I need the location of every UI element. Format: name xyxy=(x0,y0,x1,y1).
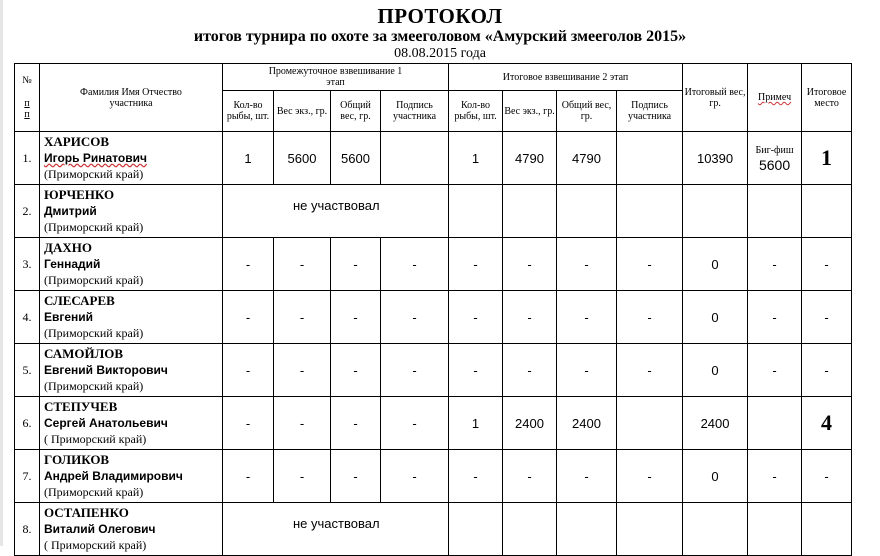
s2-weight-each: - xyxy=(503,344,557,397)
header-number-label: № xyxy=(22,75,32,86)
did-not-participate xyxy=(223,185,449,238)
participant-region: ( Приморский край) xyxy=(44,432,147,446)
s2-total-weight: - xyxy=(557,344,617,397)
participant-region: (Приморский край) xyxy=(44,379,144,393)
s2-total-weight: 4790 xyxy=(557,132,617,185)
did-not-participate-label: не участвовал xyxy=(293,516,380,531)
note-label: Биг-фиш xyxy=(755,145,794,156)
final-weight: 10390 xyxy=(683,132,748,185)
note-value: 5600 xyxy=(758,157,791,173)
s1-total-weight: - xyxy=(331,397,381,450)
s2-count: - xyxy=(449,450,503,503)
table-row xyxy=(15,344,852,397)
participant-first-patronymic: Сергей Анатольевич xyxy=(44,416,168,430)
header-s2-signature: Подпись участника xyxy=(617,91,683,132)
s2-weight-each: - xyxy=(503,291,557,344)
row-number: 4. xyxy=(15,291,40,344)
s1-total-weight: - xyxy=(331,238,381,291)
participant-surname: ХАРИСОВ xyxy=(44,134,109,149)
did-not-participate-label: не участвовал xyxy=(293,198,380,213)
s1-signature: - xyxy=(381,291,449,344)
s2-total-weight: - xyxy=(557,291,617,344)
empty-cell xyxy=(503,503,557,556)
participant-region: (Приморский край) xyxy=(44,273,144,287)
note-cell: - xyxy=(748,344,802,397)
table-row xyxy=(15,291,852,344)
empty-cell xyxy=(802,185,852,238)
empty-cell xyxy=(449,503,503,556)
s2-signature: - xyxy=(617,238,683,291)
participant-surname: СЛЕСАРЕВ xyxy=(44,293,115,308)
header-row-top xyxy=(15,64,852,91)
header-s1-signature: Подпись участника xyxy=(381,91,449,132)
s2-signature: - xyxy=(617,344,683,397)
protocol-table-body xyxy=(15,64,852,556)
s2-count: 1 xyxy=(449,397,503,450)
row-number: 1. xyxy=(15,132,40,185)
header-s2-weight-each: Вес экз., гр. xyxy=(503,91,557,132)
final-place: - xyxy=(802,238,852,291)
final-weight: 0 xyxy=(683,450,748,503)
empty-cell xyxy=(802,503,852,556)
s2-signature xyxy=(617,397,683,450)
participant-first-patronymic: Евгений xyxy=(44,310,94,324)
final-place: 4 xyxy=(802,397,852,450)
participant-name xyxy=(40,132,223,185)
empty-cell xyxy=(748,503,802,556)
participant-surname: ГОЛИКОВ xyxy=(44,452,110,467)
table-row xyxy=(15,238,852,291)
header-note-label: Примеч xyxy=(757,92,792,103)
empty-cell xyxy=(617,503,683,556)
s2-total-weight: - xyxy=(557,238,617,291)
empty-cell xyxy=(557,185,617,238)
participant-first-patronymic: Андрей Владимирович xyxy=(44,469,183,483)
s1-signature: - xyxy=(381,397,449,450)
header-number-sub: п п xyxy=(24,98,30,120)
empty-cell xyxy=(557,503,617,556)
final-place: - xyxy=(802,291,852,344)
table-row xyxy=(15,397,852,450)
participant-name xyxy=(40,503,223,556)
header-s2-total-weight: Общий вес, гр. xyxy=(557,91,617,132)
header-s1-total-weight: Общий вес, гр. xyxy=(331,91,381,132)
document-subtitle: итогов турнира по охоте за змееголовом «Амурский змееголов 2015» xyxy=(193,28,687,45)
participant-region: ( Приморский край) xyxy=(44,538,147,552)
header-s1-weight-each: Вес экз., гр. xyxy=(274,91,331,132)
participant-region: (Приморский край) xyxy=(44,485,144,499)
s1-total-weight: - xyxy=(331,344,381,397)
participant-name xyxy=(40,238,223,291)
participant-name xyxy=(40,185,223,238)
s2-total-weight: 2400 xyxy=(557,397,617,450)
s1-signature: - xyxy=(381,450,449,503)
header-stage2: Итоговое взвешивание 2 этап xyxy=(449,64,683,91)
s1-count: - xyxy=(223,450,274,503)
s1-total-weight: - xyxy=(331,291,381,344)
header-note xyxy=(748,64,802,132)
row-number: 3. xyxy=(15,238,40,291)
empty-cell xyxy=(683,185,748,238)
note-cell: - xyxy=(748,450,802,503)
final-place: - xyxy=(802,344,852,397)
final-weight: 0 xyxy=(683,291,748,344)
s2-weight-each: 2400 xyxy=(503,397,557,450)
table-row xyxy=(15,450,852,503)
header-place: Итоговое место xyxy=(802,64,852,132)
participant-name xyxy=(40,397,223,450)
s1-weight-each: - xyxy=(274,344,331,397)
header-number xyxy=(15,64,40,132)
s2-weight-each: - xyxy=(503,450,557,503)
document-title: ПРОТОКОЛ xyxy=(377,4,503,28)
row-number: 2. xyxy=(15,185,40,238)
participant-surname: САМОЙЛОВ xyxy=(44,346,124,361)
s2-count: - xyxy=(449,238,503,291)
participant-region: (Приморский край) xyxy=(44,167,144,181)
final-weight: 0 xyxy=(683,238,748,291)
note-cell: - xyxy=(748,238,802,291)
note-cell: - xyxy=(748,291,802,344)
s1-signature: - xyxy=(381,238,449,291)
participant-surname: ЮРЧЕНКО xyxy=(44,187,115,202)
participant-first-patronymic: Виталий Олегович xyxy=(44,522,156,536)
s2-weight-each: 4790 xyxy=(503,132,557,185)
s1-weight-each: - xyxy=(274,291,331,344)
note-cell xyxy=(748,397,802,450)
s1-count: 1 xyxy=(223,132,274,185)
s1-signature xyxy=(381,132,449,185)
s2-count: - xyxy=(449,344,503,397)
s1-signature: - xyxy=(381,344,449,397)
table-row xyxy=(15,132,852,185)
participant-name xyxy=(40,291,223,344)
participant-surname: СТЕПУЧЕВ xyxy=(44,399,118,414)
s1-total-weight: - xyxy=(331,450,381,503)
participant-first-patronymic: Дмитрий xyxy=(44,204,97,218)
participant-first-patronymic: Геннадий xyxy=(44,257,101,271)
empty-cell xyxy=(449,185,503,238)
participant-name xyxy=(40,344,223,397)
s1-weight-each: - xyxy=(274,397,331,450)
participant-surname: ОСТАПЕНКО xyxy=(44,505,129,520)
s1-count: - xyxy=(223,397,274,450)
final-place: 1 xyxy=(802,132,852,185)
document-date: 08.08.2015 года xyxy=(394,46,486,61)
s2-total-weight: - xyxy=(557,450,617,503)
participant-region: (Приморский край) xyxy=(44,220,144,234)
s1-count: - xyxy=(223,291,274,344)
row-number: 6. xyxy=(15,397,40,450)
s1-count: - xyxy=(223,344,274,397)
participant-surname: ДАХНО xyxy=(44,240,92,255)
final-weight: 2400 xyxy=(683,397,748,450)
s2-weight-each: - xyxy=(503,238,557,291)
header-final-weight: Итоговый вес, гр. xyxy=(683,64,748,132)
s1-weight-each: - xyxy=(274,238,331,291)
s1-total-weight: 5600 xyxy=(331,132,381,185)
participant-name xyxy=(40,450,223,503)
page-left-rule xyxy=(0,0,3,546)
s2-signature: - xyxy=(617,291,683,344)
table-row xyxy=(15,503,852,556)
header-name: Фамилия Имя Отчество участника xyxy=(40,64,223,132)
s2-count: - xyxy=(449,291,503,344)
did-not-participate xyxy=(223,503,449,556)
protocol-table xyxy=(14,63,852,556)
s2-signature xyxy=(617,132,683,185)
s2-signature: - xyxy=(617,450,683,503)
header-s2-count: Кол-во рыбы, шт. xyxy=(449,91,503,132)
row-number: 5. xyxy=(15,344,40,397)
table-row xyxy=(15,185,852,238)
s1-count: - xyxy=(223,238,274,291)
empty-cell xyxy=(748,185,802,238)
s1-weight-each: - xyxy=(274,450,331,503)
empty-cell xyxy=(503,185,557,238)
empty-cell xyxy=(617,185,683,238)
participant-first-patronymic: Евгений Викторович xyxy=(44,363,168,377)
empty-cell xyxy=(683,503,748,556)
note-cell xyxy=(748,132,802,185)
row-number: 7. xyxy=(15,450,40,503)
participant-first-patronymic: Игорь Ринатович xyxy=(44,151,147,165)
s1-weight-each: 5600 xyxy=(274,132,331,185)
final-place: - xyxy=(802,450,852,503)
row-number: 8. xyxy=(15,503,40,556)
header-s1-count: Кол-во рыбы, шт. xyxy=(223,91,274,132)
header-stage1: Промежуточное взвешивание 1 этап xyxy=(223,64,449,91)
s2-count: 1 xyxy=(449,132,503,185)
participant-region: (Приморский край) xyxy=(44,326,144,340)
final-weight: 0 xyxy=(683,344,748,397)
